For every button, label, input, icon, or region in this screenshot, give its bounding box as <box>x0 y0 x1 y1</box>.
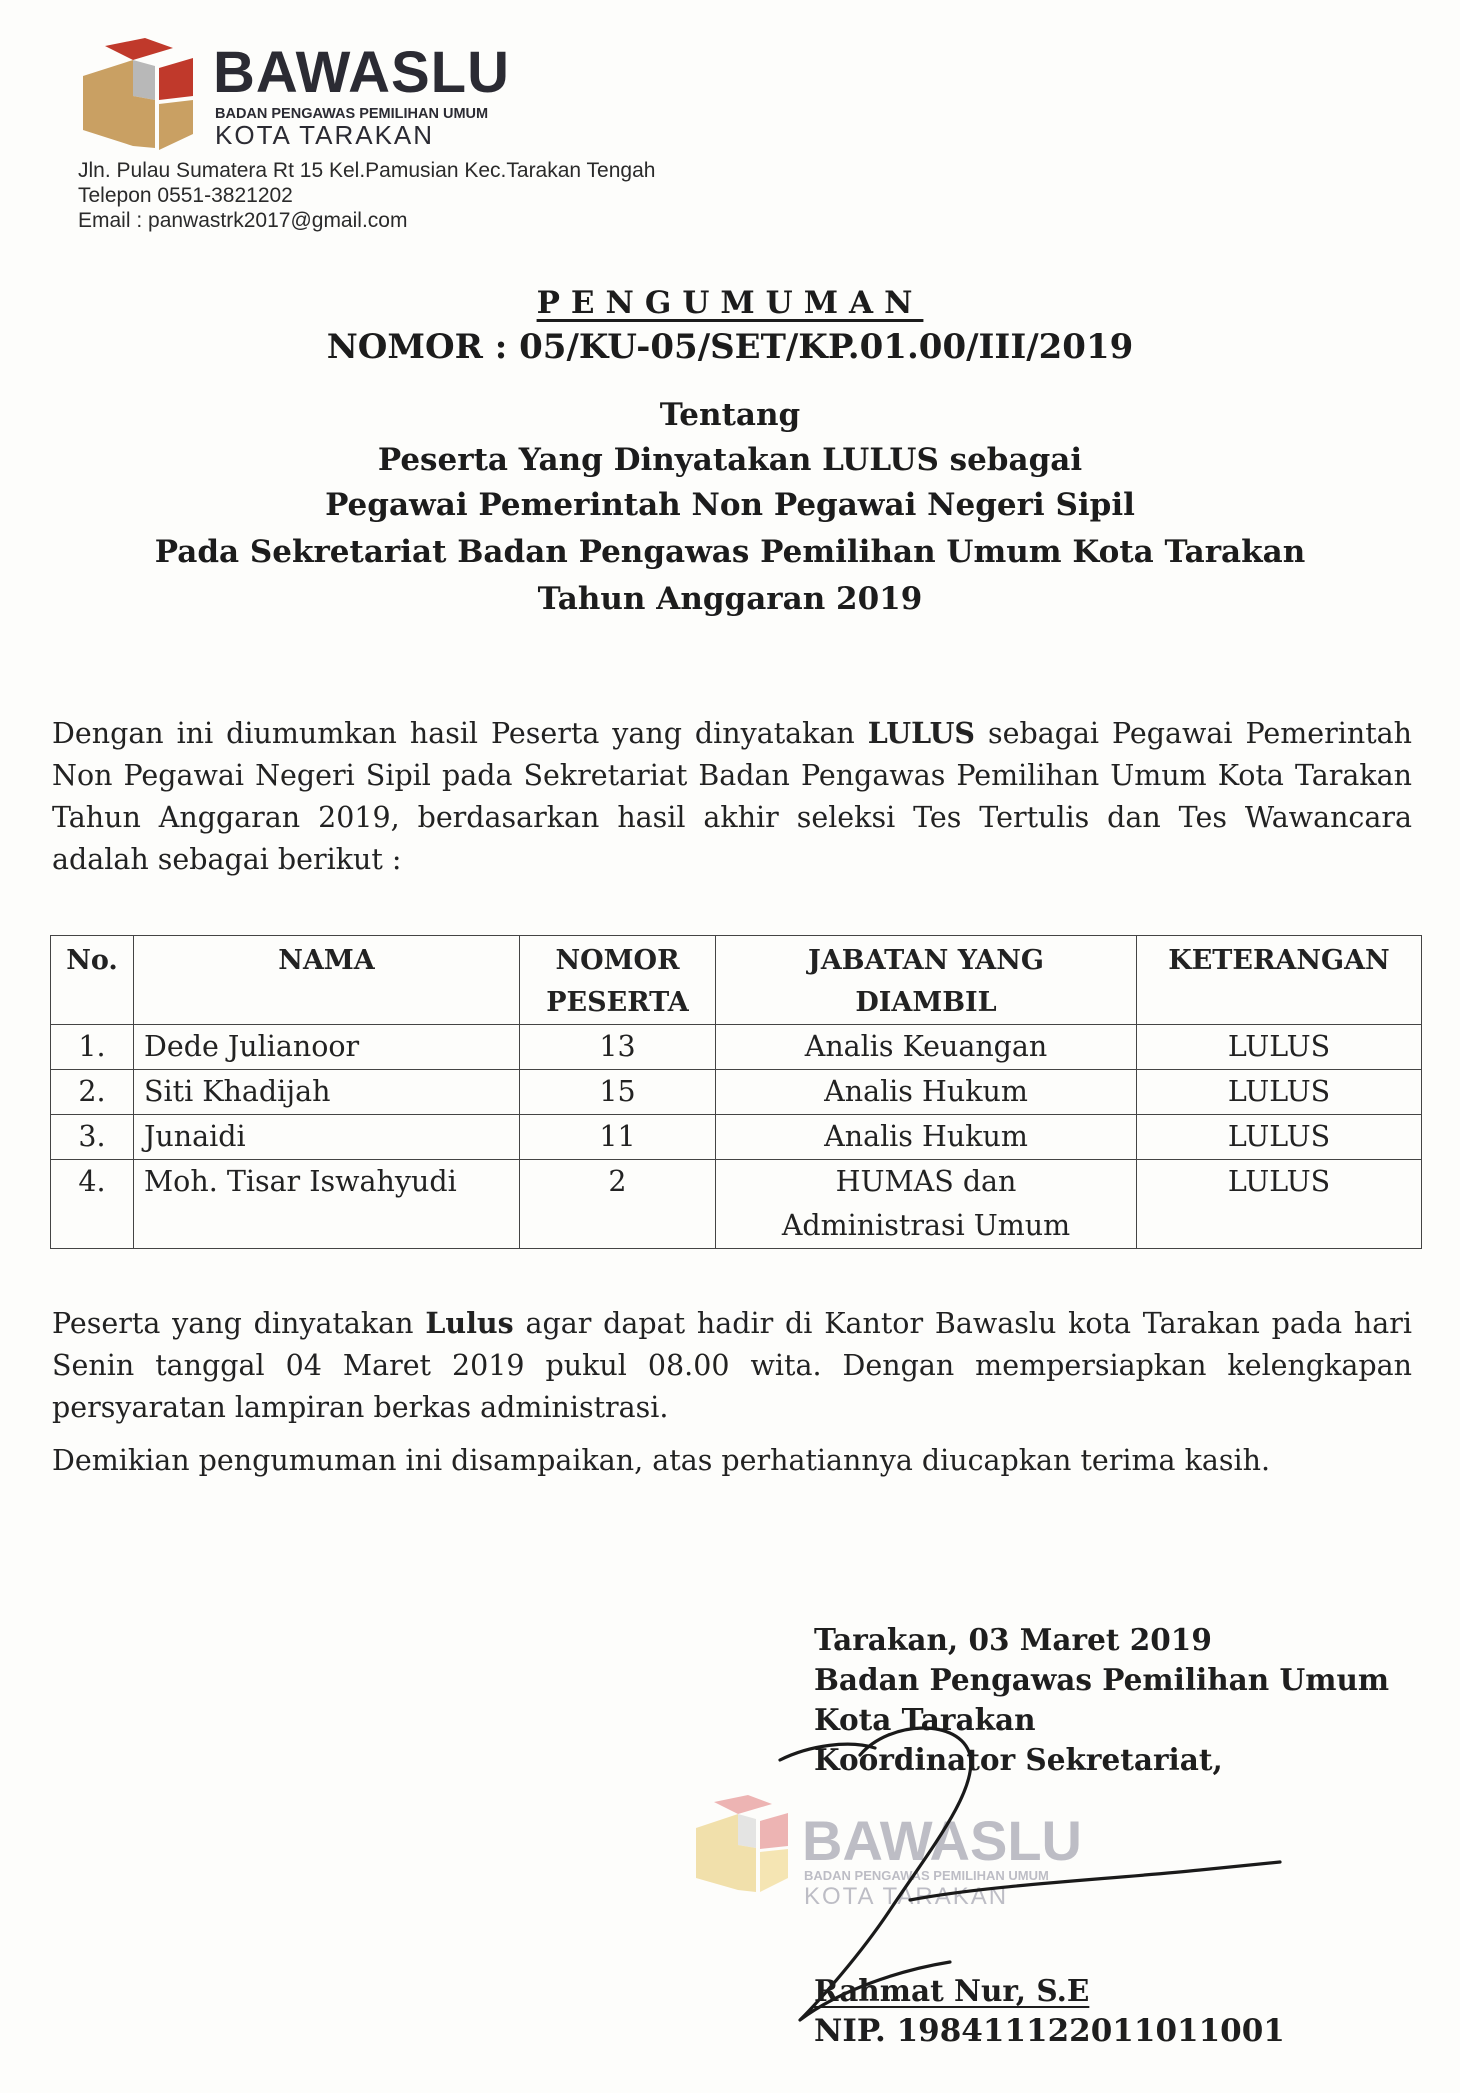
cell-nomor: 13 <box>520 1025 716 1070</box>
email-line: Email : panwastrk2017@gmail.com <box>78 209 408 232</box>
table-body <box>51 1025 1422 1249</box>
cell-keterangan: LULUS <box>1137 1070 1422 1115</box>
place-date: Tarakan, 03 Maret 2019 <box>814 1622 1212 1657</box>
subject-line: Peserta Yang Dinyatakan LULUS sebagai <box>377 442 1083 478</box>
header-nama: NAMA <box>134 936 520 1025</box>
organization-line: Badan Pengawas Pemilihan Umum <box>814 1662 1390 1697</box>
address-line: Jln. Pulau Sumatera Rt 15 Kel.Pamusian Kec.Tarakan Tengah <box>78 159 656 182</box>
cell-jabatan-line1: HUMAS dan <box>835 1165 1017 1198</box>
cell-nama: Junaidi <box>134 1115 520 1160</box>
stamp-city: KOTA TARAKAN <box>804 1883 1009 1910</box>
subject-line: Pada Sekretariat Badan Pengawas Pemilihan Umum Kota Tarakan <box>154 534 1306 570</box>
table-row <box>51 1025 1422 1070</box>
intro-bold: LULUS <box>867 716 976 750</box>
phone-line: Telepon 0551-3821202 <box>78 184 293 207</box>
bawaslu-logo-icon <box>75 38 200 158</box>
cell-jabatan <box>716 1025 1137 1070</box>
signer-name: Rahmat Nur, S.E <box>814 1973 1090 2008</box>
header-no: No. <box>51 936 134 1025</box>
cell-jabatan-line1: Analis Hukum <box>824 1120 1028 1153</box>
cell-nomor: 2 <box>520 1160 716 1249</box>
stamp-subtitle: BADAN PENGAWAS PEMILIHAN UMUM <box>804 1868 1049 1883</box>
cell-jabatan <box>716 1115 1137 1160</box>
closing-bold: Lulus <box>425 1306 514 1340</box>
cell-jabatan <box>716 1160 1137 1249</box>
cell-jabatan-line2: Administrasi Umum <box>781 1209 1071 1242</box>
logo-subtitle: BADAN PENGAWAS PEMILIHAN UMUM <box>215 106 489 122</box>
letterhead <box>75 30 795 240</box>
header-jabatan-line1: JABATAN YANG <box>808 945 1044 976</box>
results-table <box>50 935 1422 1249</box>
closing-remark: Demikian pengumuman ini disampaikan, atas perhatiannya diucapkan terima kasih. <box>52 1444 1271 1477</box>
intro-text: Dengan ini diumumkan hasil Peserta yang dinyatakan <box>52 717 868 750</box>
cell-no: 1. <box>51 1025 134 1070</box>
table-header-row <box>51 936 1422 1025</box>
closing-text: agar dapat hadir di Kantor Bawaslu kota Tarakan pada hari Senin tanggal 04 Maret 2019 pukul 08.00 wita. Dengan mempersiapkan kelengkapan persyaratan lampiran berkas administrasi. <box>52 1307 1413 1424</box>
intro-text: sebagai Pegawai Pemerintah Non Pegawai Negeri Sipil pada Sekretariat Badan Pengawas Pemilihan Umum Kota Tarakan Tahun Anggaran 2019, berdasarkan hasil akhir seleksi Tes Tertulis dan Tes Wawancara adalah sebagai berikut : <box>52 717 1412 876</box>
organization-city: Kota Tarakan <box>814 1702 1036 1737</box>
table-row <box>51 1070 1422 1115</box>
header-jabatan-line2: DIAMBIL <box>855 987 997 1018</box>
document-heading: PENGUMUMAN <box>536 285 924 321</box>
cell-nama: Siti Khadijah <box>134 1070 520 1115</box>
cell-nomor: 15 <box>520 1070 716 1115</box>
header-nomor-line1: NOMOR <box>555 945 680 976</box>
header-jabatan <box>716 936 1137 1025</box>
cell-nama: Dede Julianoor <box>134 1025 520 1070</box>
header-keterangan: KETERANGAN <box>1137 936 1422 1025</box>
header-nomor <box>520 936 716 1025</box>
signer-position: Koordinator Sekretariat, <box>814 1742 1223 1777</box>
cell-no: 4. <box>51 1160 134 1249</box>
cell-no: 2. <box>51 1070 134 1115</box>
closing-text: Peserta yang dinyatakan <box>52 1307 426 1340</box>
cell-keterangan: LULUS <box>1137 1025 1422 1070</box>
closing-paragraph <box>52 1302 1412 1429</box>
cell-nomor: 11 <box>520 1115 716 1160</box>
cell-jabatan-line1: Analis Keuangan <box>804 1030 1048 1063</box>
logo-city: KOTA TARAKAN <box>215 120 435 150</box>
table-row <box>51 1115 1422 1160</box>
subject-line: Tentang <box>659 397 801 433</box>
cell-nama: Moh. Tisar Iswahyudi <box>134 1160 520 1249</box>
header-nomor-line2: PESERTA <box>546 987 689 1018</box>
subject-line: Pegawai Pemerintah Non Pegawai Negeri Sipil <box>325 487 1135 523</box>
cell-jabatan-line1: Analis Hukum <box>824 1075 1028 1108</box>
subject-line: Tahun Anggaran 2019 <box>537 581 923 617</box>
cell-jabatan <box>716 1070 1137 1115</box>
document-number: NOMOR : 05/KU-05/SET/KP.01.00/III/2019 <box>326 327 1134 367</box>
cell-keterangan: LULUS <box>1137 1160 1422 1249</box>
logo-wordmark: BAWASLU <box>213 40 510 105</box>
intro-paragraph <box>52 712 1412 881</box>
table-row <box>51 1160 1422 1249</box>
stamp-wordmark: BAWASLU <box>802 1809 1082 1872</box>
cell-keterangan: LULUS <box>1137 1115 1422 1160</box>
signer-nip: NIP. 198411122011011001 <box>814 2013 1285 2049</box>
cell-no: 3. <box>51 1115 134 1160</box>
